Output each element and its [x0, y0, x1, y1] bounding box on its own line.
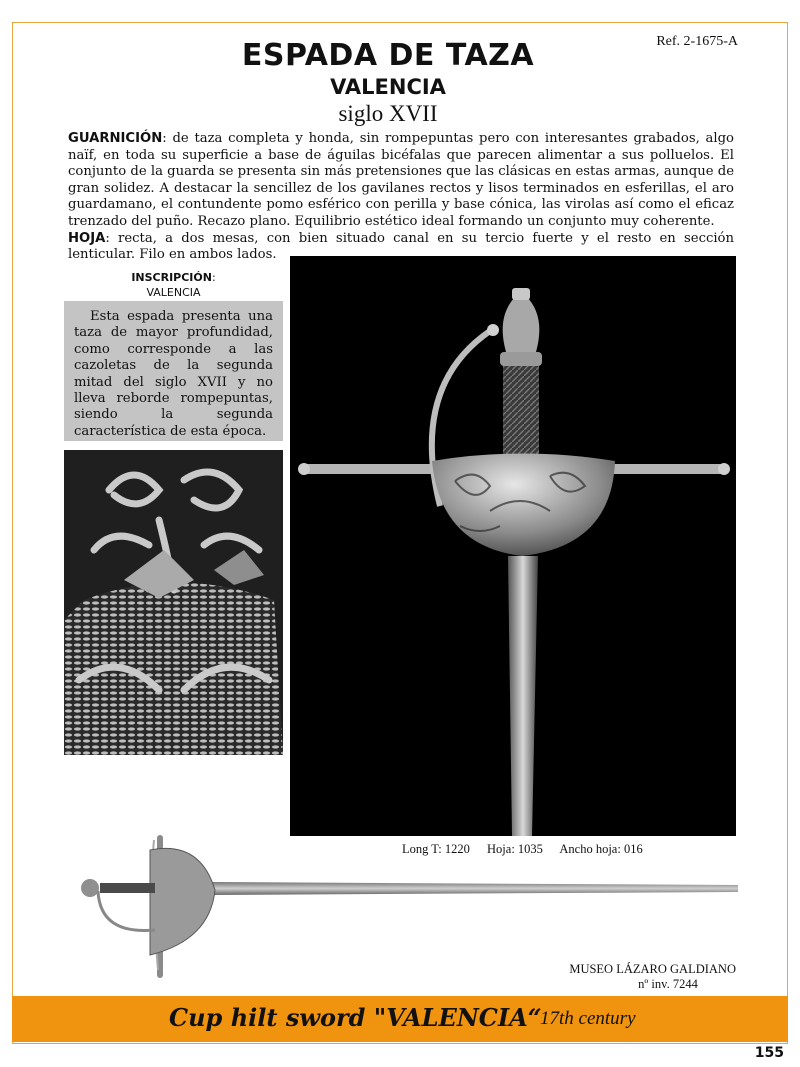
hoja-text: : recta, a dos mesas, con bien situado canal en su tercio fuerte y el resto en sección lenticular. Filo en ambos lados. [68, 230, 734, 263]
sword-hilt-photo [290, 256, 736, 836]
blade-width: Ancho hoja: 016 [559, 842, 643, 856]
museum-name: MUSEO LÁZARO GALDIANO [569, 962, 736, 976]
reference-number: Ref. 2-1675-A [656, 34, 738, 49]
guarnicion-paragraph [68, 131, 734, 231]
century-label: siglo XVII [338, 101, 438, 126]
english-title-banner [12, 996, 788, 1042]
total-length: Long T: 1220 [402, 842, 470, 856]
page-number: 155 [754, 1045, 784, 1061]
inscription-label: INSCRIPCIÓN [131, 271, 212, 284]
inscription-colon: : [211, 271, 216, 284]
inventory-number: nº inv. 7244 [638, 977, 698, 991]
hoja-label: HOJA [68, 230, 106, 246]
museum-credit [540, 962, 736, 992]
english-century: 17th century [540, 1008, 636, 1029]
guarnicion-text: : de taza completa y honda, sin rompepuntas pero con interesantes grabados, algo naïf, en toda su superficie a base de águilas bicéfalas que parecen alimentar a sus polluelos. El conjunto de la guarda se presenta sin más pretensiones que las clásicas en estas armas, aunque de gran solidez. A destacar la sencillez de los gavilanes rectos y lisos terminados en esferillas, el aro guardamano, el contundente pomo esférico con perilla y base cónica, las virolas así como el eficaz trenzado del puño. Recazo plano. Equilibrio estético ideal formando un conjunto muy coherente. [68, 131, 734, 229]
english-title: Cup hilt sword "VALENCIA“ [169, 1003, 542, 1032]
page-subtitle: VALENCIA [330, 75, 446, 99]
blade-length: Hoja: 1035 [487, 842, 543, 856]
description-block [68, 131, 734, 264]
engraving-detail-image [64, 450, 283, 755]
inscription-value: VALENCIA [146, 286, 201, 299]
inscription-block [64, 270, 283, 300]
page-title: ESPADA DE TAZA [241, 38, 535, 73]
note-box: Esta espada presenta una taza de mayor profundidad, como corresponde a las cazoletas de la segunda mitad del siglo XVII y no lleva reborde rompepuntas, siendo la segunda característica de esta época. [64, 301, 283, 441]
guarnicion-label: GUARNICIÓN [68, 131, 163, 146]
